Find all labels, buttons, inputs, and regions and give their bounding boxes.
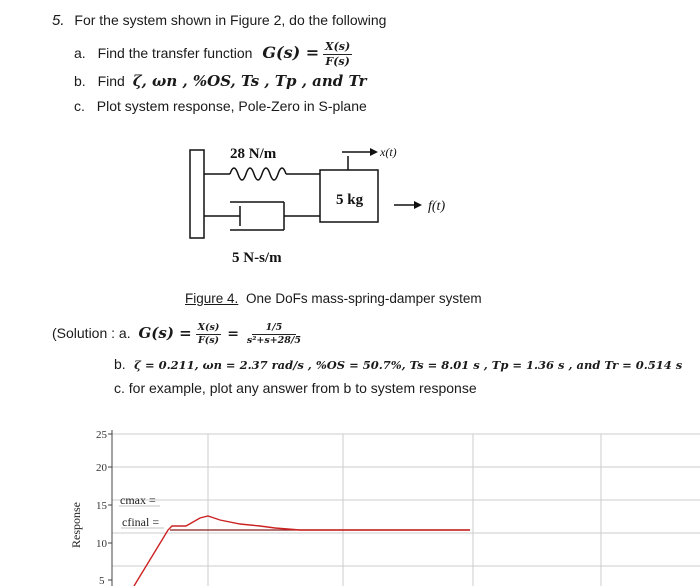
item-b-math: ζ, ωn , %OS, Ts , Tp , and Tr xyxy=(132,72,367,90)
spring-coil xyxy=(230,168,286,180)
solution-num-1: X(s) xyxy=(197,322,220,333)
ytick-15: 15 xyxy=(96,500,107,512)
solution-fn: G(s) = xyxy=(138,324,192,343)
solution-equals: = xyxy=(227,326,239,343)
cmax-label: cmax = xyxy=(120,493,156,507)
solution-a xyxy=(52,322,303,347)
ytick-5: 5 xyxy=(99,575,105,586)
x-label: x(t) xyxy=(380,145,397,159)
solution-fraction-1 xyxy=(196,322,222,347)
item-c xyxy=(74,98,367,114)
transfer-fraction xyxy=(323,40,352,69)
solution-b xyxy=(114,356,682,374)
fraction-denominator: F(s) xyxy=(325,55,350,68)
item-b-marker: b. xyxy=(74,73,86,89)
plot-ylabel: Response xyxy=(69,502,83,548)
solution-num-2: 1/5 xyxy=(252,322,297,335)
solution-b-marker: b. xyxy=(114,356,126,372)
cfinal-label: cfinal = xyxy=(122,515,160,529)
item-a xyxy=(74,40,352,69)
x-arrow-icon xyxy=(370,148,378,156)
fraction-numerator: X(s) xyxy=(325,40,351,53)
figure-caption xyxy=(185,291,482,306)
item-c-marker: c. xyxy=(74,98,85,114)
problem-number: 5. xyxy=(52,12,65,29)
solution-den-2: s²+s+28/5 xyxy=(246,335,301,346)
wall xyxy=(190,150,204,238)
figure-caption-ref: Figure 4. xyxy=(185,291,239,306)
item-c-text: Plot system response, Pole-Zero in S-plane xyxy=(96,98,367,114)
figure-caption-text: One DoFs mass-spring-damper system xyxy=(246,291,482,306)
ytick-20: 20 xyxy=(96,462,107,474)
solution-fraction-2 xyxy=(245,322,303,347)
transfer-function-symbol: G(s) = xyxy=(262,43,320,63)
item-a-marker: a. xyxy=(74,45,86,62)
spring-label: 28 N/m xyxy=(230,146,277,162)
solution-b-values: ζ = 0.211, ωn = 2.37 rad/s , %OS = 50.7%, Ts = 8.01 s , Tp = 1.36 s , and Tr = 0.514 s xyxy=(134,358,683,372)
problem-intro: For the system shown in Figure 2, do the following xyxy=(74,12,387,28)
item-a-text: Find the transfer function xyxy=(97,45,253,62)
solution-c: c. for example, plot any answer from b to system response xyxy=(114,380,477,396)
item-b-text: Find xyxy=(97,73,125,89)
solution-prefix: (Solution : a. xyxy=(52,325,131,342)
mass-spring-damper-figure xyxy=(180,130,480,270)
mass-label: 5 kg xyxy=(336,192,364,208)
ytick-10: 10 xyxy=(96,538,107,550)
damper-label: 5 N-s/m xyxy=(232,250,282,266)
ytick-25: 25 xyxy=(96,429,107,441)
plot-grid xyxy=(112,434,700,586)
response-curve xyxy=(134,516,470,586)
solution-den-1: F(s) xyxy=(197,335,220,346)
force-label: f(t) xyxy=(428,199,446,214)
response-plot xyxy=(60,420,700,586)
force-arrow-icon xyxy=(414,201,422,209)
item-b xyxy=(74,72,366,90)
